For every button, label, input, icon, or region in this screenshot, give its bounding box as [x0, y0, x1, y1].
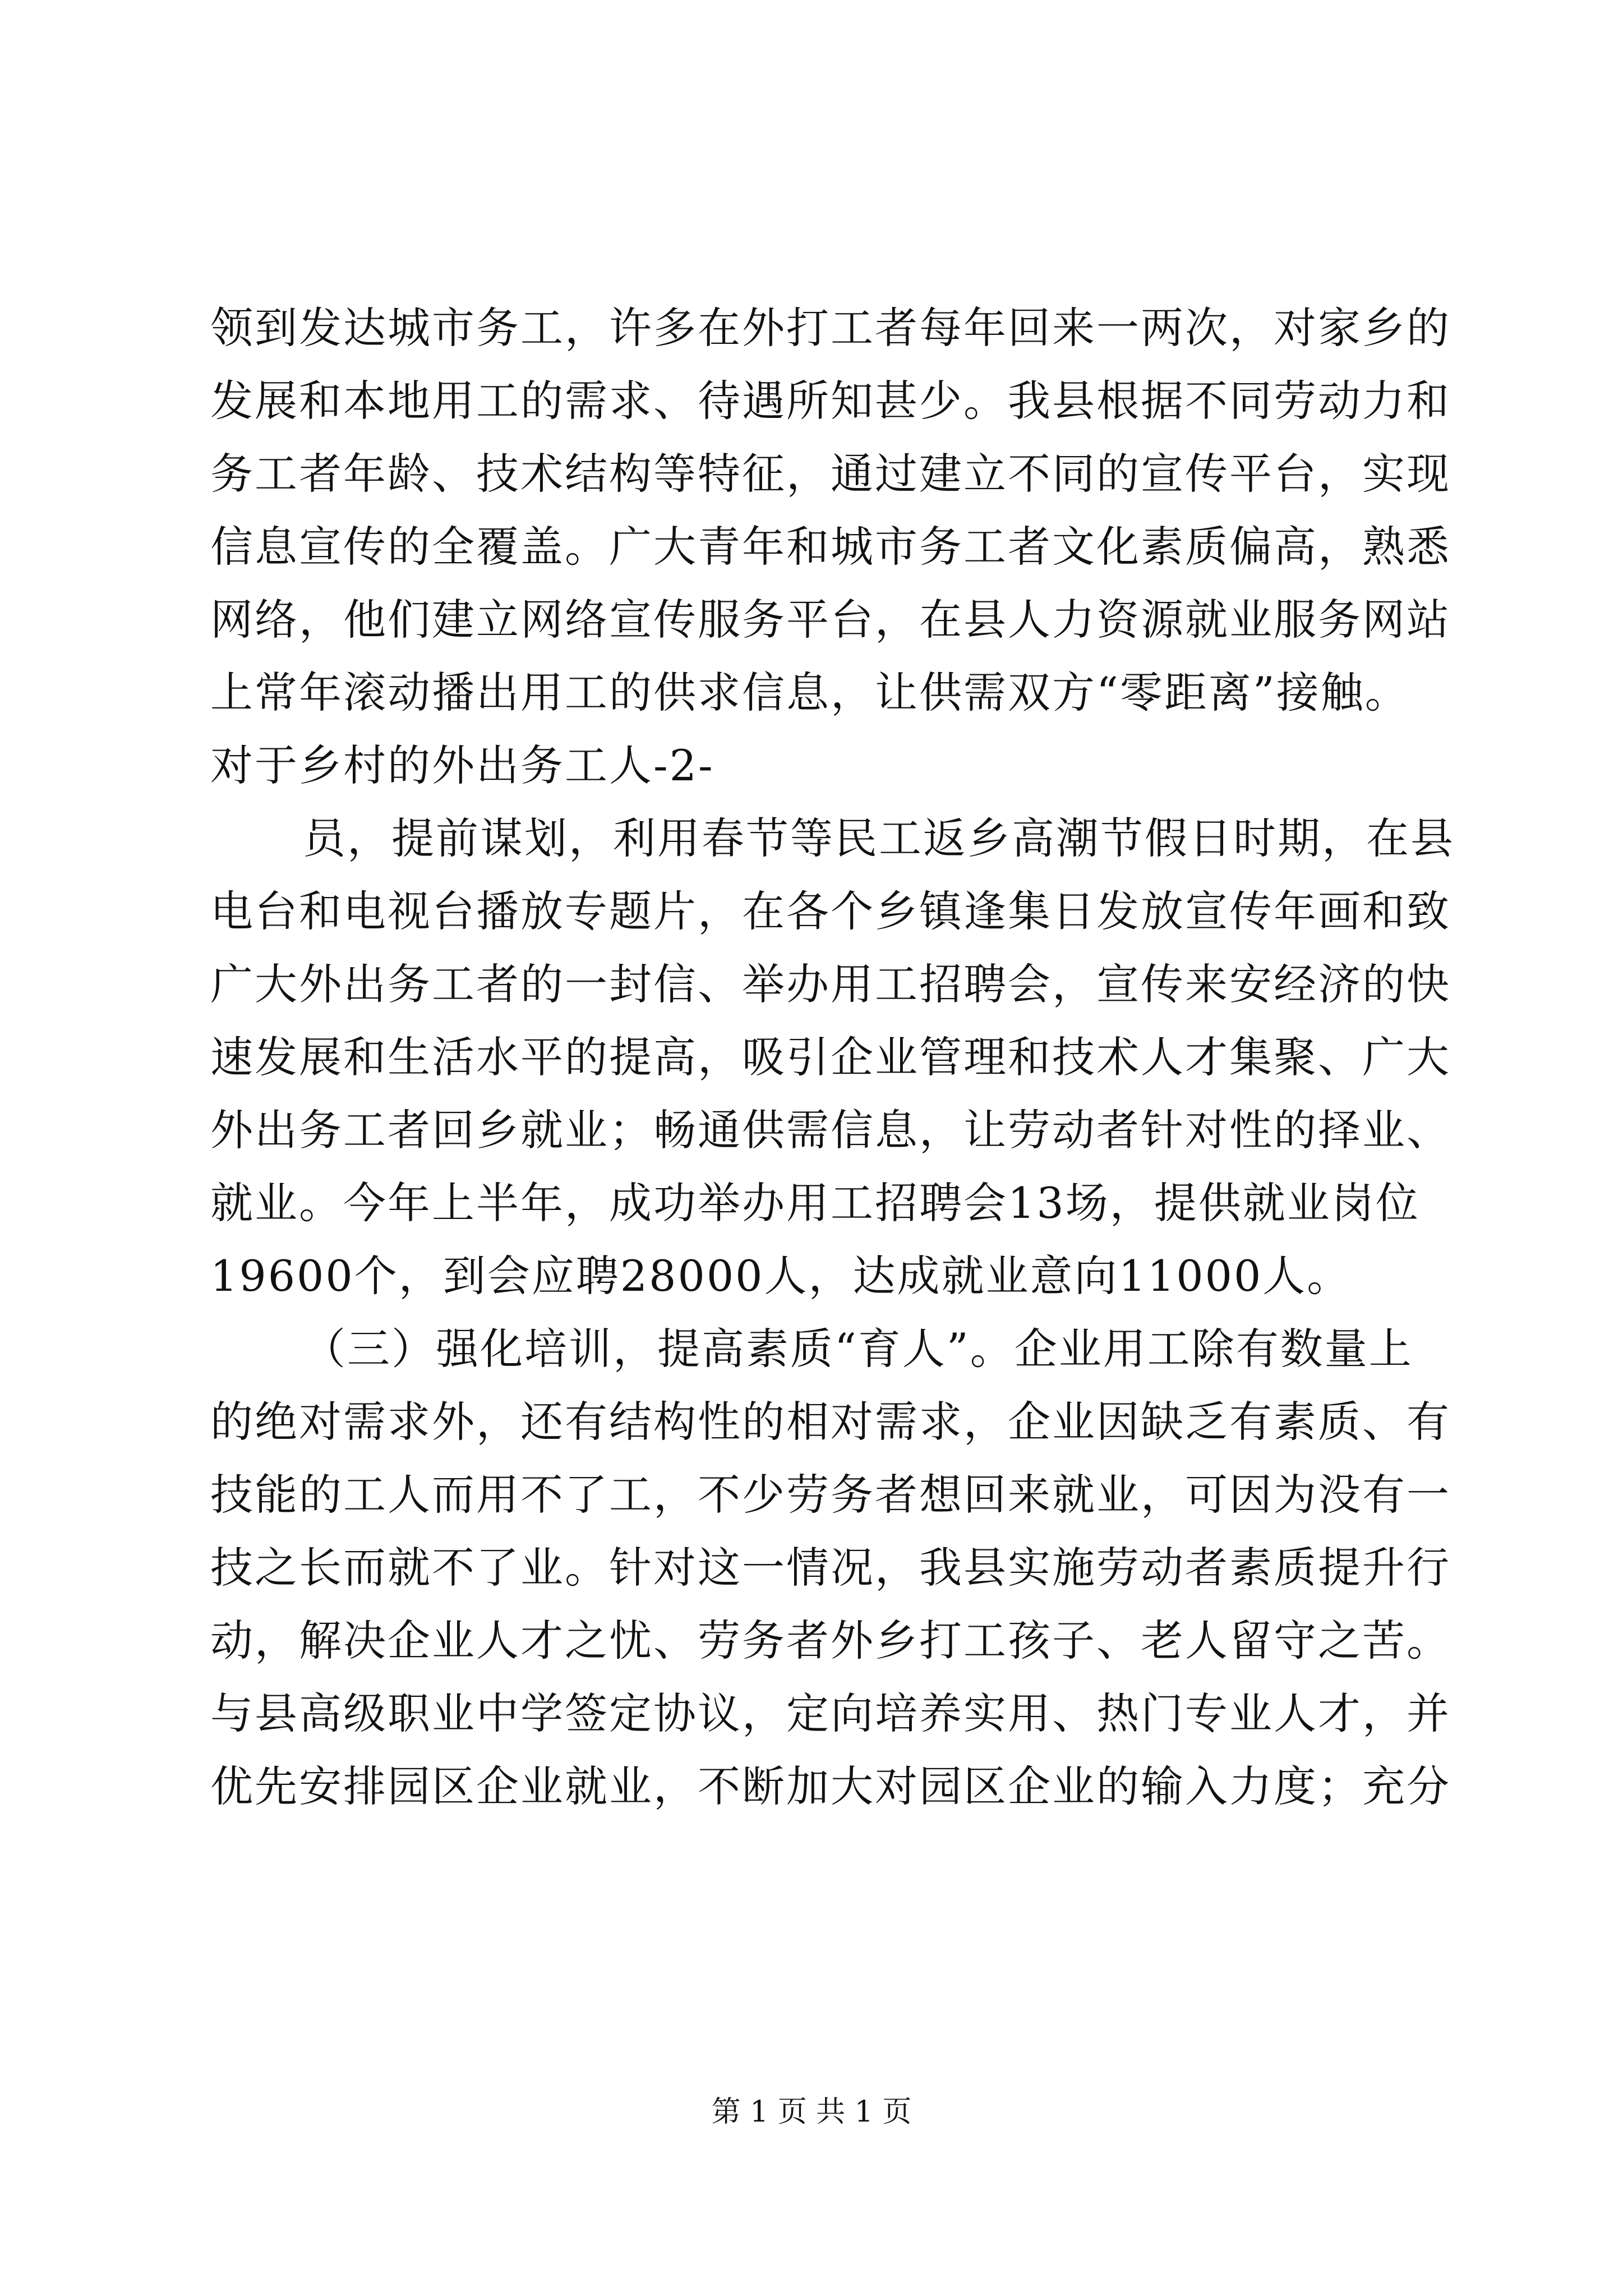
text-line: 19600个，到会应聘28000人，达成就业意向11000人。	[210, 1251, 1352, 1301]
text-line: 网络，他们建立网络宣传服务平台，在县人力资源就业服务网站	[210, 595, 1451, 645]
text-line: 广大外出务工者的一封信、举办用工招聘会，宣传来安经济的快	[210, 959, 1451, 1009]
text-line: 与县高级职业中学签定协议，定向培养实用、热门专业人才，并	[210, 1688, 1451, 1738]
document-body	[210, 292, 1455, 1823]
text-line: 信息宣传的全覆盖。广大青年和城市务工者文化素质偏高，熟悉	[210, 522, 1451, 572]
text-line: 电台和电视台播放专题片，在各个乡镇逢集日发放宣传年画和致	[210, 886, 1451, 936]
text-line: 外出务工者回乡就业；畅通供需信息，让劳动者针对性的择业、	[210, 1105, 1451, 1155]
text-line: 上常年滚动播出用工的供求信息，让供需双方“零距离”接触。	[210, 668, 1409, 717]
text-line: 对于乡村的外出务工人-2-	[210, 740, 714, 790]
page-footer: 第 1 页 共 1 页	[711, 2095, 912, 2129]
text-line: 速发展和生活水平的提高，吸引企业管理和技术人才集聚、广大	[210, 1032, 1451, 1082]
text-line: 的绝对需求外，还有结构性的相对需求，企业因缺乏有素质、有	[210, 1397, 1451, 1447]
text-line: 技能的工人而用不了工，不少劳务者想回来就业，可因为没有一	[210, 1470, 1451, 1520]
text-line: 就业。今年上半年，成功举办用工招聘会13场，提供就业岗位	[210, 1178, 1420, 1228]
text-line: 领到发达城市务工，许多在外打工者每年回来一两次，对家乡的	[210, 303, 1451, 353]
text-line: 发展和本地用工的需求、待遇所知甚少。我县根据不同劳动力和	[210, 376, 1451, 426]
text-line: 务工者年龄、技术结构等特征，通过建立不同的宣传平台，实现	[210, 449, 1451, 499]
section-heading-line: （三）强化培训，提高素质“育人”。企业用工除有数量上	[303, 1324, 1413, 1374]
text-line: 优先安排园区企业就业，不断加大对园区企业的输入力度；充分	[210, 1761, 1451, 1811]
text-line: 动，解决企业人才之忧、劳务者外乡打工孩子、老人留守之苦。	[210, 1616, 1451, 1665]
text-line: 技之长而就不了业。针对这一情况，我县实施劳动者素质提升行	[210, 1543, 1451, 1593]
paragraph-start-line: 员，提前谋划，利用春节等民工返乡高潮节假日时期，在县	[303, 813, 1455, 863]
